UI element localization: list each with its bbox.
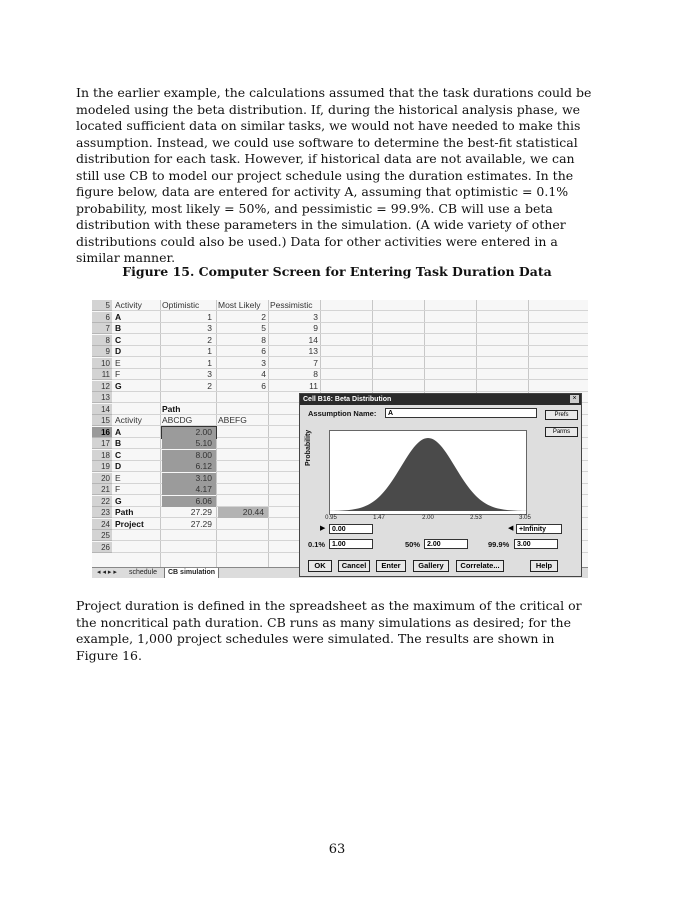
row-number[interactable]: 5 bbox=[92, 300, 112, 311]
project-total[interactable]: 27.29 bbox=[190, 518, 212, 529]
pessimistic-cell[interactable]: 9 bbox=[313, 323, 318, 333]
most-likely-cell[interactable]: 6 bbox=[261, 380, 266, 391]
figure-screenshot bbox=[92, 300, 588, 578]
sheet-row bbox=[92, 323, 588, 334]
path-duration-cell[interactable]: 6.12 bbox=[162, 461, 216, 472]
gallery-button[interactable]: Gallery bbox=[413, 560, 449, 572]
dialog-title: Cell B16: Beta Distribution bbox=[300, 394, 581, 405]
row-number[interactable]: 9 bbox=[92, 346, 112, 357]
row-number[interactable]: 6 bbox=[92, 312, 112, 323]
intro-paragraph: In the earlier example, the calculations assumed that the task durations could be modeled using the beta distribution. If, during the historical analysis phase, we located sufficient data on similar tasks, we would not have needed to make this assumption. Instead, we could use software to determine the best-fit statistical distribution for each task. However, if historical data are not available, we can still use CB to model our project schedule using the duration estimates. In the figure below, data are entered for activity A, assuming that optimistic = 0.1% probability, most likely = 50%, and pessimistic = 99.9%. CB will use a beta distribution with these parameters in the simulation. (A wide variety of other distributions could also be used.) Data for other activities were entered in a similar manner. bbox=[76, 85, 592, 265]
pessimistic-cell[interactable]: 11 bbox=[309, 380, 318, 391]
activity-cell[interactable]: B bbox=[115, 438, 122, 448]
optimistic-cell[interactable]: 2 bbox=[207, 334, 212, 345]
most-likely-cell[interactable]: 6 bbox=[261, 346, 266, 356]
optimistic-cell[interactable]: 1 bbox=[207, 357, 212, 368]
tab-cb-simulation[interactable]: CB simulation bbox=[164, 568, 219, 578]
beta-curve-svg bbox=[330, 431, 526, 514]
tick-label: 3.05 bbox=[519, 515, 531, 521]
close-button[interactable]: × bbox=[570, 395, 579, 403]
path-duration-cell[interactable]: 8.00 bbox=[162, 450, 216, 461]
help-button[interactable]: Help bbox=[530, 560, 558, 572]
sheet-row bbox=[92, 369, 588, 380]
path1-header[interactable]: ABCDG bbox=[162, 415, 193, 425]
header-most-likely[interactable]: Most Likely bbox=[218, 300, 261, 310]
assumption-name-label: Assumption Name: bbox=[308, 409, 377, 418]
beta-curve bbox=[330, 438, 526, 511]
cancel-button[interactable]: Cancel bbox=[338, 560, 370, 572]
optimistic-cell[interactable]: 1 bbox=[207, 346, 212, 356]
pessimistic-cell[interactable]: 13 bbox=[308, 346, 318, 356]
row-number[interactable]: 22 bbox=[92, 496, 112, 507]
path2-header[interactable]: ABEFG bbox=[218, 415, 247, 425]
pessimistic-cell[interactable]: 8 bbox=[313, 369, 318, 379]
row-number[interactable]: 10 bbox=[92, 358, 112, 369]
path-duration-cell[interactable]: 3.10 bbox=[162, 473, 216, 484]
prefs-button[interactable]: Prefs bbox=[545, 410, 578, 420]
right-bound-input[interactable]: +Infinity bbox=[516, 524, 562, 534]
activity-cell[interactable]: E bbox=[115, 357, 121, 368]
header-pessimistic[interactable]: Pessimistic bbox=[270, 300, 313, 310]
beta-distribution-dialog bbox=[299, 393, 582, 577]
ok-button[interactable]: OK bbox=[308, 560, 332, 572]
activity-cell[interactable]: C bbox=[115, 449, 122, 460]
tab-nav-arrows[interactable]: ◂ ◂ ▸ ▸ bbox=[97, 569, 117, 576]
activity-cell[interactable]: F bbox=[115, 484, 121, 494]
row-number[interactable]: 20 bbox=[92, 473, 112, 484]
activity-cell[interactable]: G bbox=[115, 380, 122, 391]
tick-label: 2.53 bbox=[470, 515, 482, 521]
activity-cell[interactable]: G bbox=[115, 495, 122, 506]
p3-input[interactable]: 3.00 bbox=[514, 539, 558, 549]
distribution-plot bbox=[329, 430, 527, 515]
sheet-row bbox=[92, 312, 588, 323]
row-number[interactable]: 23 bbox=[92, 507, 112, 518]
pessimistic-cell[interactable]: 3 bbox=[313, 311, 318, 322]
row-number[interactable]: 19 bbox=[92, 461, 112, 472]
tick-label: 0.95 bbox=[325, 515, 337, 521]
row-number[interactable]: 8 bbox=[92, 335, 112, 346]
most-likely-cell[interactable]: 5 bbox=[261, 323, 266, 333]
figure-caption: Figure 15. Computer Screen for Entering Task Duration Data bbox=[122, 264, 552, 279]
activity-cell[interactable]: F bbox=[115, 369, 121, 379]
optimistic-cell[interactable]: 2 bbox=[207, 380, 212, 391]
project-total-label[interactable]: Project bbox=[115, 518, 144, 529]
p1-label: 0.1% bbox=[308, 540, 326, 549]
p2-label: 50% bbox=[405, 540, 421, 549]
right-bound-arrow-icon: ◀ bbox=[508, 525, 514, 532]
most-likely-cell[interactable]: 3 bbox=[261, 357, 266, 368]
path-duration-cell[interactable]: 5.10 bbox=[162, 438, 216, 449]
row-number[interactable]: 17 bbox=[92, 438, 112, 449]
optimistic-cell[interactable]: 1 bbox=[207, 311, 212, 322]
activity-cell[interactable]: C bbox=[115, 334, 122, 345]
row-number[interactable]: 16 bbox=[92, 427, 112, 438]
row-number[interactable]: 25 bbox=[92, 530, 112, 541]
header-optimistic[interactable]: Optimistic bbox=[162, 300, 200, 310]
enter-button[interactable]: Enter bbox=[376, 560, 406, 572]
optimistic-cell[interactable]: 3 bbox=[207, 369, 212, 379]
activity-header[interactable]: Activity bbox=[115, 415, 142, 425]
row-number[interactable]: 14 bbox=[92, 404, 112, 415]
pessimistic-cell[interactable]: 14 bbox=[308, 334, 318, 345]
tick-label: 2.00 bbox=[422, 515, 434, 521]
p3-label: 99.9% bbox=[488, 540, 510, 549]
activity-cell[interactable]: A bbox=[115, 311, 122, 322]
probability-axis-label: Probability bbox=[305, 429, 312, 466]
row-number[interactable]: 7 bbox=[92, 323, 112, 334]
left-bound-arrow-icon: ▶ bbox=[320, 525, 326, 532]
correlate-button[interactable]: Correlate... bbox=[456, 560, 504, 572]
row-number[interactable]: 21 bbox=[92, 484, 112, 495]
row-number[interactable]: 12 bbox=[92, 381, 112, 392]
activity-cell[interactable]: D bbox=[115, 346, 122, 356]
row-number[interactable]: 11 bbox=[92, 369, 112, 380]
most-likely-cell[interactable]: 2 bbox=[261, 311, 266, 322]
page-number: 63 bbox=[328, 842, 346, 857]
activity-cell[interactable]: A bbox=[115, 426, 122, 437]
left-bound-input[interactable]: 0.00 bbox=[329, 524, 373, 534]
sheet-row bbox=[92, 335, 588, 346]
header-activity[interactable]: Activity bbox=[115, 300, 142, 310]
path-duration-cell[interactable]: 4.17 bbox=[162, 484, 216, 495]
assumption-name-input[interactable]: A bbox=[385, 408, 537, 418]
activity-cell[interactable]: B bbox=[115, 323, 122, 333]
path-duration-cell[interactable]: 2.00 bbox=[162, 427, 216, 438]
parms-button[interactable]: Parms bbox=[545, 427, 578, 437]
path1-total[interactable]: 27.29 bbox=[190, 507, 212, 517]
pessimistic-cell[interactable]: 7 bbox=[313, 357, 318, 368]
p2-input[interactable]: 2.00 bbox=[424, 539, 468, 549]
conclusion-paragraph: Project duration is defined in the spreadsheet as the maximum of the critical or the noncritical path duration. CB runs as many simulations as desired; for the example, 1,000 project schedules were simulated. The results are shown in Figure 16. bbox=[76, 598, 582, 663]
row-number[interactable]: 26 bbox=[92, 542, 112, 553]
row-number[interactable]: 24 bbox=[92, 519, 112, 530]
sheet-row bbox=[92, 346, 588, 357]
row-number[interactable]: 18 bbox=[92, 450, 112, 461]
sheet-row bbox=[92, 300, 588, 311]
most-likely-cell[interactable]: 4 bbox=[261, 369, 266, 379]
row-number[interactable]: 15 bbox=[92, 415, 112, 426]
tick-label: 1.47 bbox=[373, 515, 385, 521]
row-number[interactable]: 13 bbox=[92, 392, 112, 403]
tab-schedule[interactable]: schedule bbox=[129, 569, 158, 576]
sheet-row bbox=[92, 358, 588, 369]
optimistic-cell[interactable]: 3 bbox=[207, 323, 212, 333]
path2-total[interactable]: 20.44 bbox=[218, 507, 268, 518]
activity-cell[interactable]: D bbox=[115, 461, 122, 471]
sheet-row bbox=[92, 381, 588, 392]
p1-input[interactable]: 1.00 bbox=[329, 539, 373, 549]
path-duration-cell[interactable]: 6.06 bbox=[162, 496, 216, 507]
path-total-label[interactable]: Path bbox=[115, 507, 134, 517]
most-likely-cell[interactable]: 8 bbox=[261, 334, 266, 345]
activity-cell[interactable]: E bbox=[115, 472, 121, 483]
path-label[interactable]: Path bbox=[162, 403, 181, 414]
